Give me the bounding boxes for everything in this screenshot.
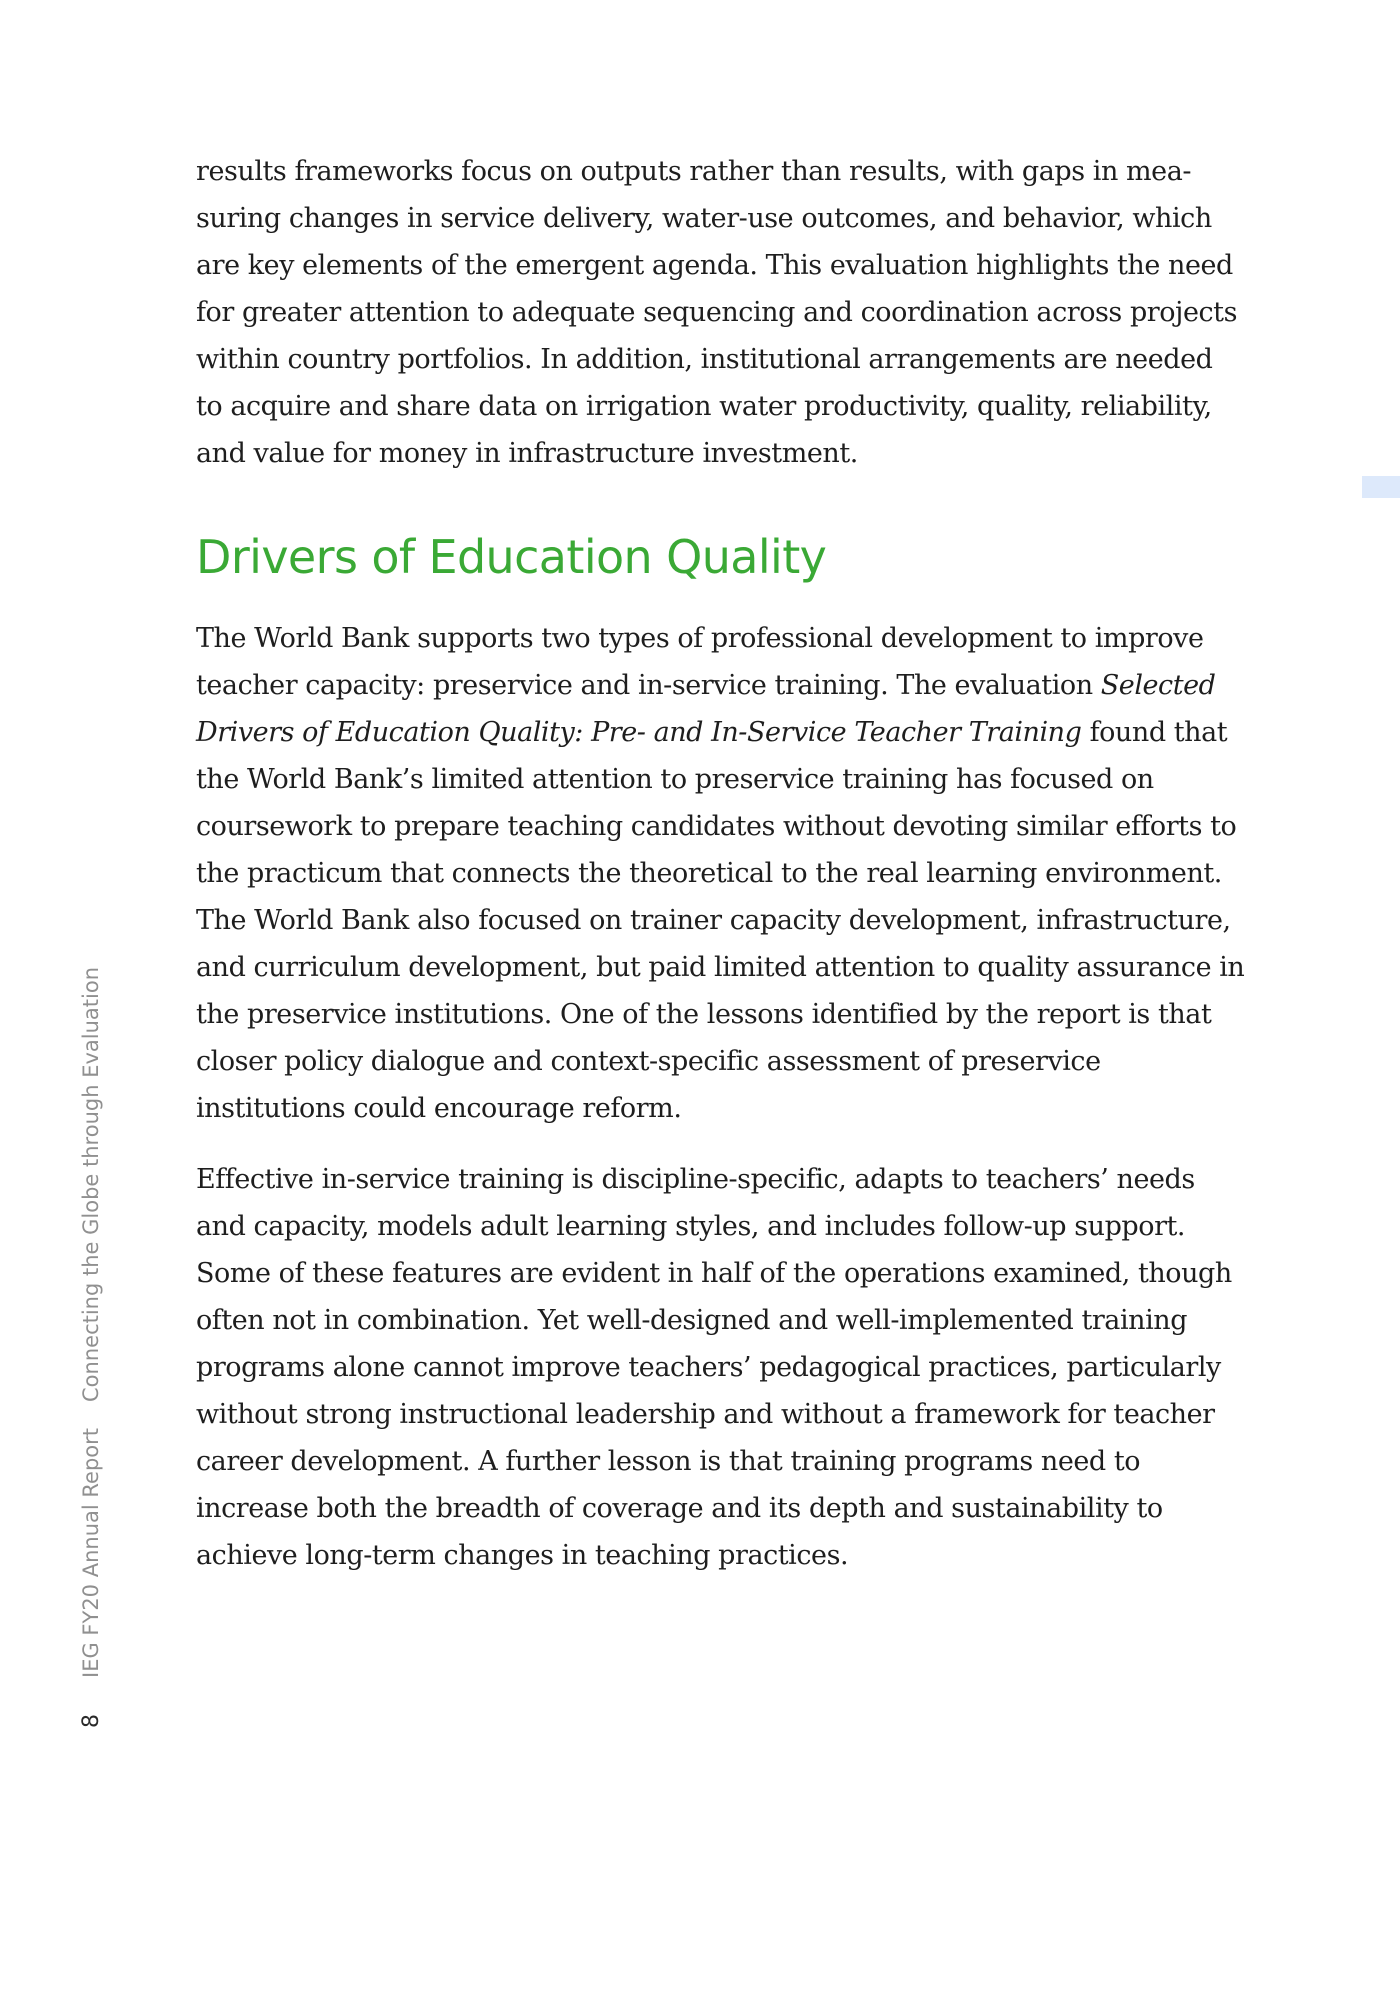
paragraph-text-after-title: found that the World Bank’s limited attention to preservice training has focused on coursework to prepare teaching candidates without devoting similar efforts to the practicum that connects the theoretical to the real learning environment. The World Bank also focused on trainer capacity development, infrastructure, and curriculum development, but paid limited attention to quality assurance in the preservice institutions. One of the lessons identified by the report is that closer policy dialogue and context-specific assessment of preservice institutions could encourage reform. <box>196 717 1245 1124</box>
running-sidebar <box>76 966 106 1728</box>
main-content <box>196 148 1246 1579</box>
section-heading: Drivers of Education Quality <box>196 530 827 584</box>
evaluation-title: Selected Drivers of Education Quality: Pre- and In-Service Teacher Training <box>196 670 1216 748</box>
education-paragraph-inservice: Effective in-service training is discipline-specific, adapts to teachers’ needs and capacity, models adult learning styles, and includes follow-up support. Some of these features are evident in half of the operations examined, though often not in combination. Yet well-designed and well-implemented training programs alone cannot improve teachers’ pedagogical practices, particularly without strong instructional leadership and without a framework for teacher career development. A further lesson is that training programs need to increase both the breadth of coverage and its depth and sustainability to achieve long-term changes in teaching practices. <box>196 1164 1232 1571</box>
report-title: IEG FY20 Annual Report <box>79 1427 103 1678</box>
page-number: 8 <box>79 1714 104 1728</box>
page-edge-tab <box>1362 476 1400 498</box>
education-paragraph-preservice <box>196 615 1246 1132</box>
report-subtitle: Connecting the Globe through Evaluation <box>79 966 103 1402</box>
intro-paragraph: results frameworks focus on outputs rather than results, with gaps in measuring changes in service delivery, water-use outcomes, and behavior, which are key elements of the emergent agenda. This evaluation highlights the need for greater attention to adequate sequencing and coordination across projects within country portfolios. In addition, institutional arrangements are needed to acquire and share data on irrigation water productivity, quality, reliability, and value for money in infrastructure investment. <box>196 156 1237 469</box>
paragraph-text-before-title: The World Bank supports two types of professional development to improve teacher capacity: preservice and in-service training. The evaluation <box>196 623 1204 701</box>
